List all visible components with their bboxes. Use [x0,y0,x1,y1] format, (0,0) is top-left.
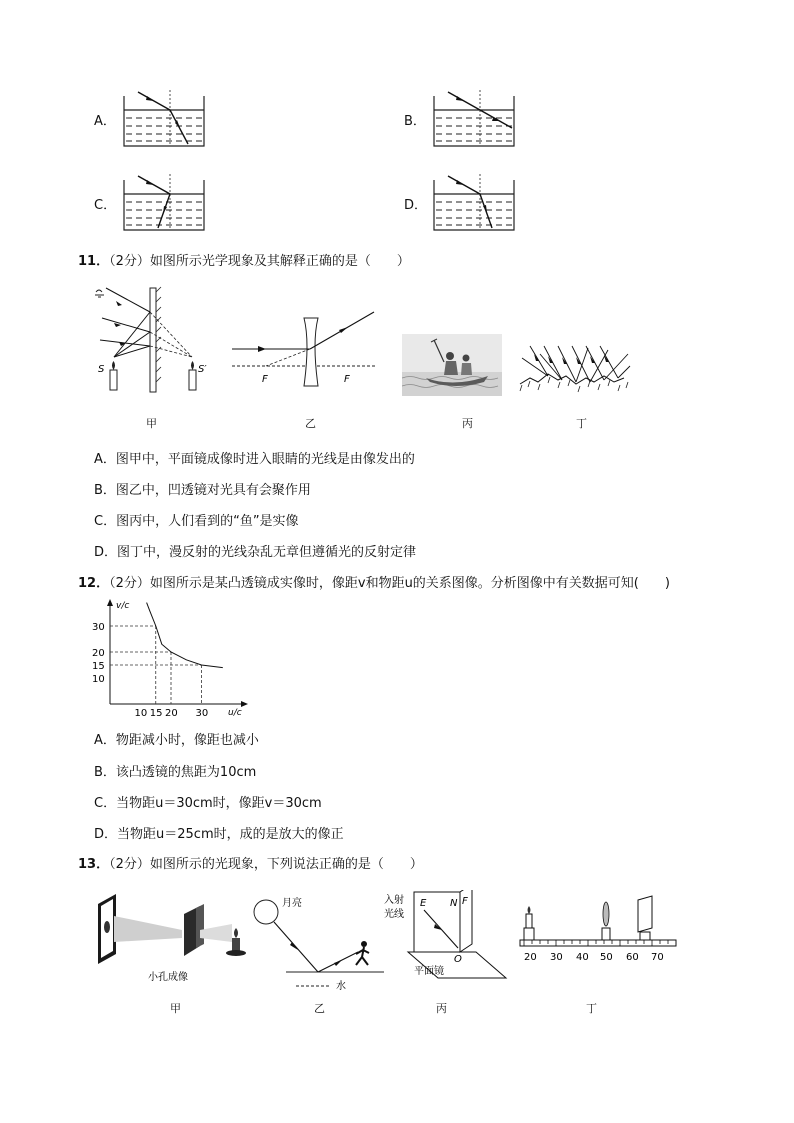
q10-option-c-letter[interactable]: C． [94,198,117,213]
q11-option-a-text: 图甲中，平面镜成像时进入眼睛的光线是由像发出的 [115,452,415,467]
q13-bing-label-o: O [454,954,462,965]
q12-option-d-text: 当物距u＝25cm时，成的是放大的像正 [117,827,344,842]
q13-figure-yi-moon-water [248,890,388,990]
q12-option-d-letter: D． [94,827,118,842]
q13-header [78,853,423,872]
q12-option-b-text: 该凸透镜的焦距为10cm [115,765,257,780]
q12-points: （2分） [109,576,150,591]
q12-header [78,572,670,591]
x-axis-arrow [241,701,248,707]
q13-yi-label-water: 水 [336,981,346,990]
q13-stem: 如图所示的光现象，下列说法正确的是（ ） [149,857,423,872]
q13-ding-scale-60: 60 [626,952,639,963]
q13-figure-jia-pinhole [92,890,262,990]
chart-xlabel: u/c [228,708,242,718]
x-tick-label-1: 15 [149,708,163,719]
q11-option-c-letter: C． [94,514,117,529]
q11-option-b-letter: B． [94,483,116,498]
q11-jia-label-s-prime: S′ [198,364,207,375]
q13-figure-ding-optical-bench [516,890,680,976]
q13-caption-yi: 乙 [314,1002,325,1015]
q11-stem: 如图所示光学现象及其解释正确的是（ ） [149,254,410,269]
q12-option-a[interactable] [94,729,259,748]
q12-option-d[interactable] [94,823,344,842]
q11-option-a[interactable] [94,448,415,467]
q12-stem: 如图所示是某凸透镜成实像时，像距v和物距u的关系图像。分析图像中有关数据可知( ) [149,576,670,591]
q10-figure-b [430,88,520,150]
q13-caption-ding: 丁 [586,1002,597,1015]
q12-chart [88,594,252,722]
chart-ylabel: v/c [116,601,130,611]
chart-guides [110,626,202,704]
q11-option-d-text: 图丁中，漫反射的光线杂乱无章但遵循光的反射定律 [117,545,417,560]
q13-bing-label-incident-2: 光线 [384,909,404,920]
x-tick-label-2: 20 [165,708,178,719]
q12-option-a-letter: A． [94,733,116,748]
q11-yi-label-f-left: F [262,374,268,385]
q10-option-a-letter[interactable]: A． [94,114,116,129]
q10-figure-c [120,172,210,234]
y-tick-label-1: 20 [92,648,105,659]
q11-caption-yi: 乙 [305,417,316,430]
q13-bing-label-incident-1: 入射 [384,895,404,906]
q11-caption-jia: 甲 [146,417,157,430]
q11-header [78,250,410,269]
q12-option-b[interactable] [94,761,256,780]
q13-yi-label-moon: 月亮 [282,898,302,909]
q11-option-d[interactable] [94,541,416,560]
q11-option-d-letter: D． [94,545,118,560]
q11-number: 11． [78,254,110,269]
q10-figure-a [120,88,210,150]
q11-figure-jia-mirror [92,282,220,398]
x-tick-label-0: 10 [134,708,148,719]
q13-ding-scale-40: 40 [576,952,589,963]
y-axis-arrow [107,599,113,606]
q12-option-b-letter: B． [94,765,116,780]
x-tick-label-3: 30 [195,708,209,719]
q13-caption-bing: 丙 [436,1002,447,1015]
q12-option-c-letter: C． [94,796,117,811]
q11-figure-yi-concave-lens [228,304,380,388]
q11-option-c[interactable] [94,510,299,529]
q11-caption-ding: 丁 [576,417,587,430]
q11-jia-label-s: S [98,364,105,375]
chart-series-line [147,603,223,668]
q10-figure-d [430,172,520,234]
y-tick-label-0: 30 [92,622,105,633]
q11-option-a-letter: A． [94,452,116,467]
q13-bing-label-mirror: 平面镜 [414,966,444,977]
q13-jia-label-pinhole: 小孔成像 [148,972,188,983]
q11-option-b[interactable] [94,479,311,498]
q10-option-d-letter[interactable]: D． [404,198,428,213]
q13-ding-scale-50: 50 [600,952,613,963]
q11-caption-bing: 丙 [462,417,473,430]
q13-ding-scale-30: 30 [550,952,563,963]
y-tick-label-2: 15 [92,661,105,672]
q12-option-a-text: 物距减小时，像距也减小 [115,733,259,748]
q11-option-b-text: 图乙中，凹透镜对光具有会聚作用 [115,483,311,498]
q10-option-b-letter[interactable]: B． [404,114,426,129]
q13-bing-label-n: N [450,898,458,909]
q13-ding-scale-70: 70 [651,952,664,963]
q13-figure-bing-mirror-board [380,890,512,990]
q11-points: （2分） [109,254,150,269]
y-tick-label-3: 10 [92,674,105,685]
q11-figure-bing-fishing-picture [402,334,502,396]
q13-points: （2分） [109,857,150,872]
q11-yi-label-f-right: F [344,374,350,385]
q11-option-c-text: 图丙中，人们看到的“鱼”是实像 [116,514,299,529]
q11-figure-ding-diffuse-reflection [518,344,632,396]
q13-caption-jia: 甲 [170,1002,181,1015]
q13-bing-label-e: E [420,898,427,909]
q13-ding-scale-20: 20 [524,952,537,963]
q13-bing-label-f: F [462,896,468,907]
q12-number: 12． [78,576,110,591]
q12-option-c[interactable] [94,792,322,811]
q13-number: 13． [78,857,110,872]
q12-option-c-text: 当物距u＝30cm时，像距v＝30cm [116,796,322,811]
